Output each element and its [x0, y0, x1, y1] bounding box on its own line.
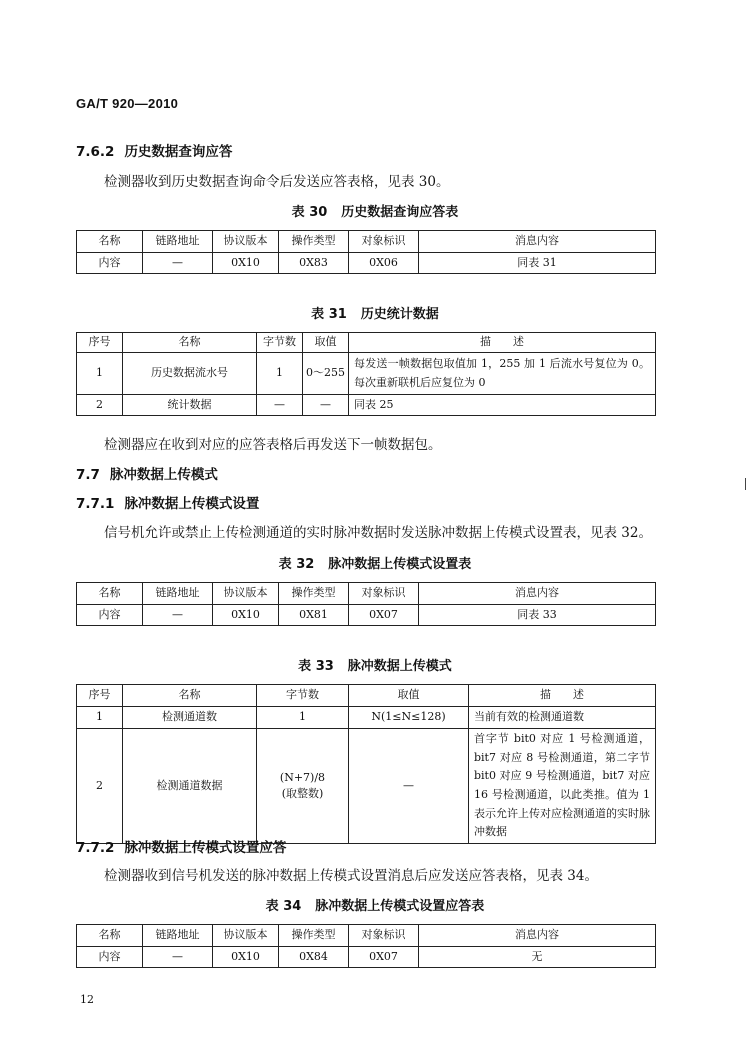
table-cell: 0X10 — [213, 253, 279, 274]
caption-title: 脉冲数据上传模式设置表 — [328, 557, 472, 572]
table-cell: 2 — [77, 729, 123, 844]
table-cell: 0X10 — [213, 605, 279, 626]
table-30 — [76, 230, 656, 274]
table-cell: 1 — [257, 353, 303, 395]
standard-code: GA/T 920—2010 — [76, 96, 179, 111]
table-34 — [76, 924, 656, 968]
table-cell: 0X06 — [349, 253, 419, 274]
header-cell: 消息内容 — [419, 583, 656, 605]
header-cell: 链路地址 — [143, 583, 213, 605]
header-cell: 名称 — [123, 333, 257, 353]
header-cell: 名称 — [77, 925, 143, 947]
caption-number: 表 33 — [298, 659, 334, 674]
section-title: 脉冲数据上传模式设置应答 — [124, 840, 287, 856]
caption-title: 历史数据查询应答表 — [341, 205, 459, 220]
table-header-row — [77, 333, 656, 353]
caption-number: 表 30 — [291, 205, 328, 220]
table-cell: 0～255 — [303, 353, 349, 395]
table-cell: 同表 33 — [419, 605, 656, 626]
margin-mark — [745, 478, 746, 490]
table-header-row — [77, 685, 656, 707]
header-cell: 取值 — [349, 685, 469, 707]
table-cell: 历史数据流水号 — [123, 353, 257, 395]
section-title: 历史数据查询应答 — [124, 144, 233, 160]
table-cell-description: 当前有效的检测通道数 — [469, 707, 656, 729]
table-cell: 0X10 — [213, 947, 279, 968]
table-cell: 0X07 — [349, 947, 419, 968]
page-number: 12 — [80, 993, 94, 1006]
table-cell-description: 同表 25 — [349, 395, 656, 416]
header-cell: 操作类型 — [279, 231, 349, 253]
header-cell: 取值 — [303, 333, 349, 353]
caption-number: 表 32 — [278, 557, 315, 572]
header-cell: 对象标识 — [349, 925, 419, 947]
header-cell: 对象标识 — [349, 231, 419, 253]
table-row — [77, 395, 656, 416]
header-cell: 字节数 — [257, 333, 303, 353]
table-row — [77, 253, 656, 274]
section-title: 脉冲数据上传模式 — [109, 467, 218, 483]
header-cell: 消息内容 — [419, 925, 656, 947]
table-cell: 1 — [77, 353, 123, 395]
caption-title: 脉冲数据上传模式设置应答表 — [315, 899, 485, 914]
section-number: 7.7.1 — [76, 496, 115, 512]
table-30-caption — [0, 201, 750, 220]
paragraph: 检测器收到信号机发送的脉冲数据上传模式设置消息后应发送应答表格，见表 34。 — [104, 868, 598, 884]
table-cell: 1 — [257, 707, 349, 729]
table-cell: 0X07 — [349, 605, 419, 626]
section-number: 7.7.2 — [76, 840, 115, 856]
table-32 — [76, 582, 656, 626]
header-cell: 名称 — [77, 231, 143, 253]
table-34-caption — [0, 895, 750, 914]
table-row — [77, 353, 656, 395]
header-cell: 消息内容 — [419, 231, 656, 253]
table-cell: 1 — [77, 707, 123, 729]
section-7-7-heading — [76, 463, 218, 483]
section-7-7-1-heading — [76, 492, 259, 512]
table-cell: 0X84 — [279, 947, 349, 968]
table-31-caption — [0, 303, 750, 322]
table-cell: 内容 — [77, 605, 143, 626]
caption-title: 脉冲数据上传模式 — [347, 659, 452, 674]
table-cell: 统计数据 — [123, 395, 257, 416]
header-cell: 协议版本 — [213, 231, 279, 253]
header-cell: 描 述 — [469, 685, 656, 707]
table-cell: (N+7)/8 (取整数) — [257, 729, 349, 844]
header-cell: 序号 — [77, 333, 123, 353]
caption-number: 表 34 — [265, 899, 302, 914]
paragraph: 检测器应在收到对应的应答表格后再发送下一帧数据包。 — [104, 437, 442, 453]
section-7-6-2-heading — [76, 140, 232, 160]
table-row — [77, 707, 656, 729]
table-32-caption — [0, 553, 750, 572]
table-row — [77, 729, 656, 844]
table-cell: 无 — [419, 947, 656, 968]
table-cell: 2 — [77, 395, 123, 416]
header-cell: 操作类型 — [279, 925, 349, 947]
table-cell: 0X83 — [279, 253, 349, 274]
header-cell: 协议版本 — [213, 583, 279, 605]
header-cell: 描 述 — [349, 333, 656, 353]
table-cell: — — [143, 947, 213, 968]
header-cell: 操作类型 — [279, 583, 349, 605]
table-cell: 同表 31 — [419, 253, 656, 274]
header-cell: 名称 — [123, 685, 257, 707]
caption-number: 表 31 — [311, 307, 347, 322]
table-cell: — — [257, 395, 303, 416]
table-row — [77, 605, 656, 626]
header-cell: 名称 — [77, 583, 143, 605]
section-title: 脉冲数据上传模式设置 — [124, 496, 260, 512]
table-cell: N(1≤N≤128) — [349, 707, 469, 729]
header-cell: 序号 — [77, 685, 123, 707]
caption-title: 历史统计数据 — [360, 307, 439, 322]
table-cell: 检测通道数据 — [123, 729, 257, 844]
header-cell: 对象标识 — [349, 583, 419, 605]
table-cell: — — [143, 253, 213, 274]
header-cell: 链路地址 — [143, 925, 213, 947]
header-cell: 协议版本 — [213, 925, 279, 947]
table-row — [77, 947, 656, 968]
header-cell: 链路地址 — [143, 231, 213, 253]
table-cell: — — [143, 605, 213, 626]
table-header-row — [77, 231, 656, 253]
table-31 — [76, 332, 656, 416]
table-cell: 检测通道数 — [123, 707, 257, 729]
table-cell: 0X81 — [279, 605, 349, 626]
table-header-row — [77, 583, 656, 605]
table-33-caption — [0, 655, 750, 674]
table-cell: 内容 — [77, 253, 143, 274]
table-cell: — — [303, 395, 349, 416]
table-cell-description: 首字节 bit0 对应 1 号检测通道，bit7 对应 8 号检测通道，第二字节 bit0 对应 9 号检测通道，bit7 对应 16 号检测通道，以此类推。值为 1 表示允许上传对应检测通道的实时脉冲数据 — [469, 729, 656, 844]
section-number: 7.6.2 — [76, 144, 115, 160]
paragraph: 信号机允许或禁止上传检测通道的实时脉冲数据时发送脉冲数据上传模式设置表，见表 32。 — [104, 525, 652, 541]
section-number: 7.7 — [76, 467, 100, 483]
paragraph: 检测器收到历史数据查询命令后发送应答表格，见表 30。 — [104, 174, 450, 190]
table-cell: — — [349, 729, 469, 844]
table-header-row — [77, 925, 656, 947]
table-cell-description: 每发送一帧数据包取值加 1，255 加 1 后流水号复位为 0。每次重新联机后应复位为 0 — [349, 353, 656, 395]
section-7-7-2-heading — [76, 836, 286, 856]
table-33 — [76, 684, 656, 844]
header-cell: 字节数 — [257, 685, 349, 707]
table-cell: 内容 — [77, 947, 143, 968]
